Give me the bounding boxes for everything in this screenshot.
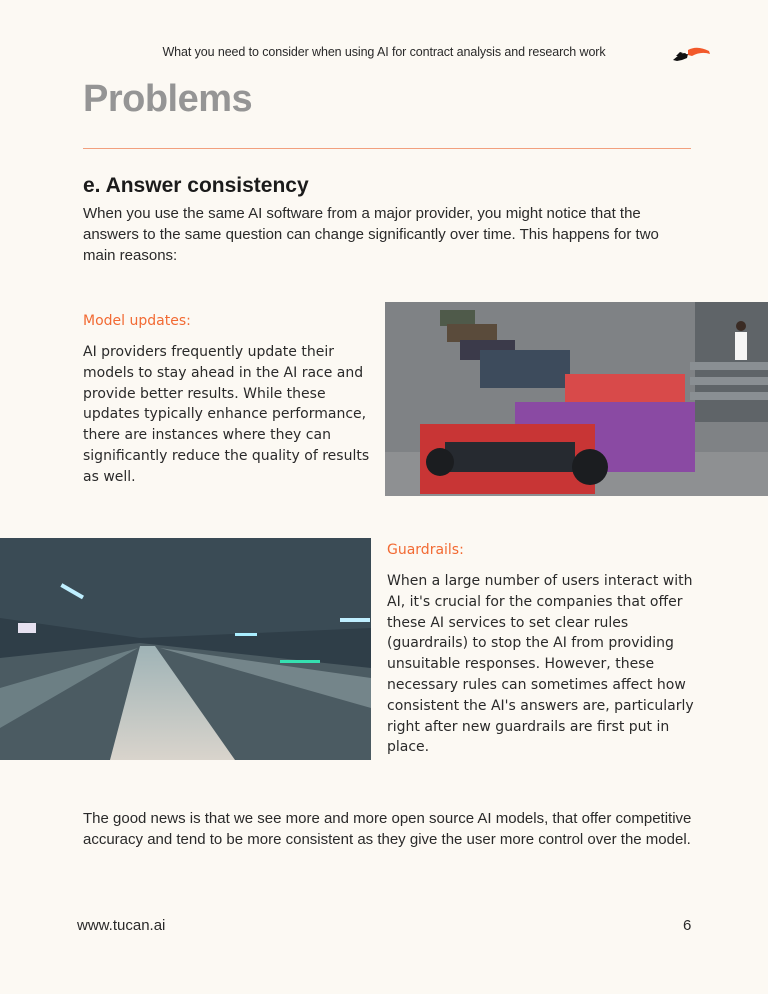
reason-model-updates — [83, 313, 383, 488]
reason-body: When a large number of users interact with AI, it's crucial for the companies that offer these AI services to set clear rules (guardrails) to stop the AI from providing unsuitable responses. However, these necessary rules can sometimes affect how consistent the AI's answers are, particularly right after new guardrails are first put in place. — [387, 573, 694, 756]
title-divider — [83, 148, 691, 149]
reason-guardrails — [387, 542, 707, 758]
footer-website-link[interactable]: www.tucan.ai — [77, 917, 166, 934]
document-header-title: What you need to consider when using AI for contract analysis and research work — [162, 45, 606, 59]
page-number: 6 — [683, 917, 692, 934]
reason-heading: Model updates: — [83, 313, 191, 329]
reason-body: AI providers frequently update their models to stay ahead in the AI race and provide better results. While these updates typically enhance performance, there are instances where they can significantly reduce the quality of results as well. — [83, 344, 370, 485]
section-heading: e. Answer consistency — [83, 174, 309, 197]
page-title: Problems — [83, 78, 253, 120]
toucan-logo-icon — [671, 44, 713, 64]
motion-blur-tunnel-photo — [0, 538, 371, 760]
closing-paragraph: The good news is that we see more and more open source AI models, that offer competitive accuracy and tend to be more consistent as they give the user more control over the model. — [83, 810, 692, 848]
reason-heading: Guardrails: — [387, 542, 464, 558]
intro-paragraph: When you use the same AI software from a major provider, you might notice that the answers to the same question can change significantly over time. This happens for two main reasons: — [83, 205, 659, 264]
race-cars-photo — [385, 302, 768, 496]
